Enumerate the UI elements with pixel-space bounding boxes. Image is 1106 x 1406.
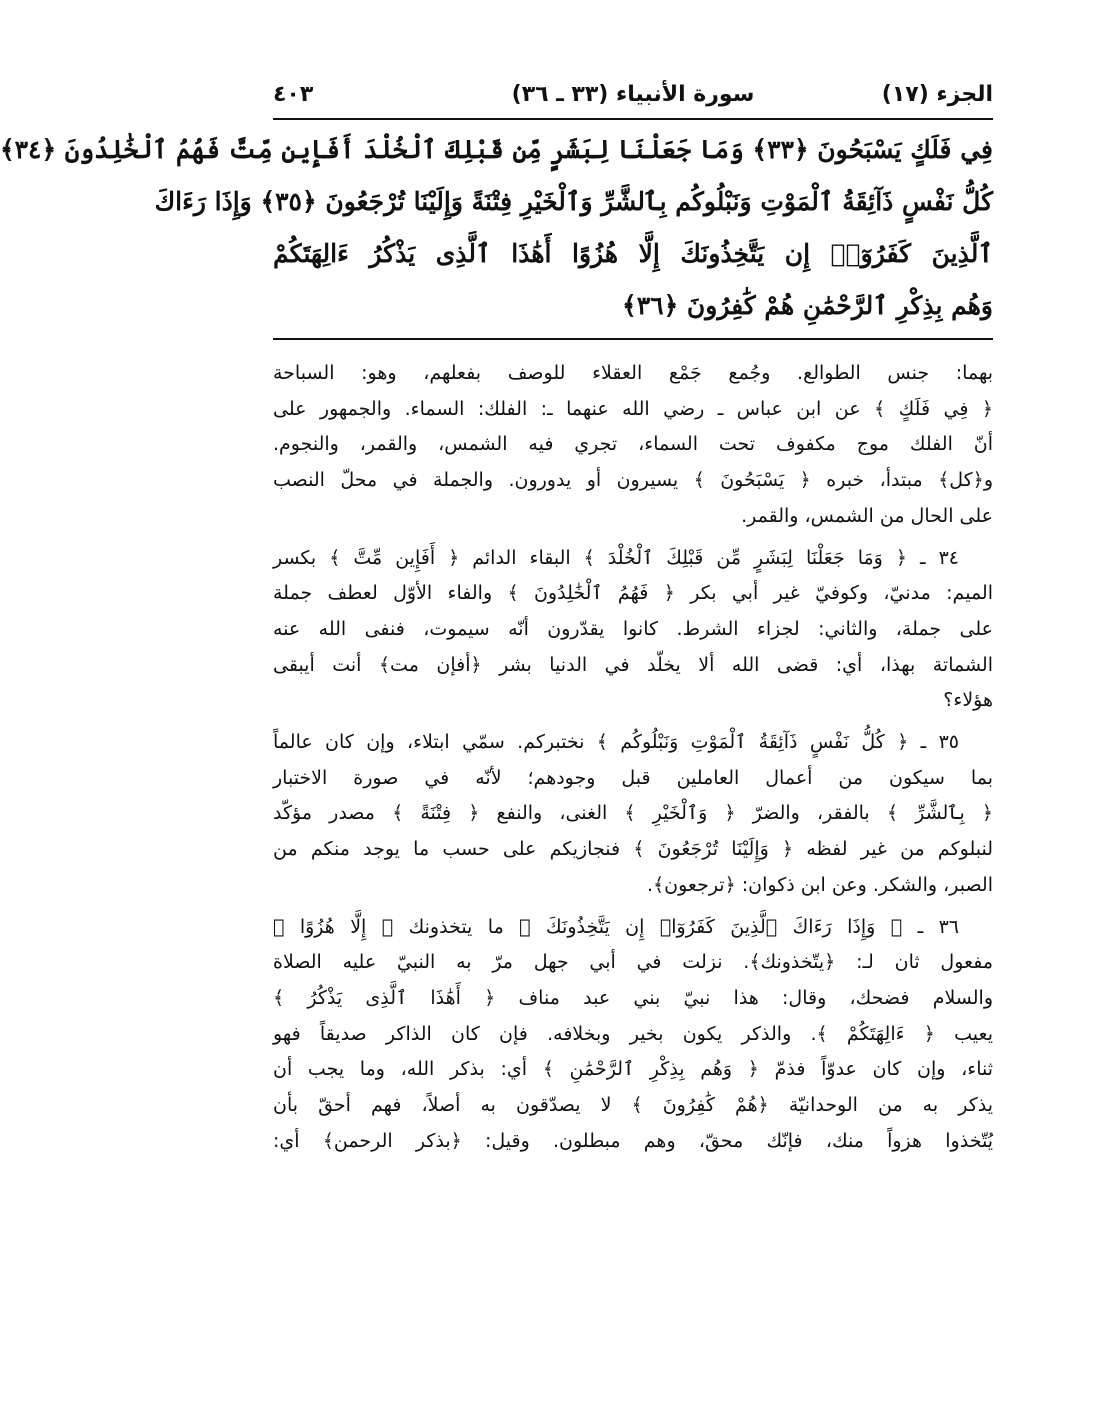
commentary-line: بهما: جنس الطوالع. وجُمع جَمْع العقلاء للوصف بفعلهم، وهو: السباحة bbox=[273, 362, 993, 384]
commentary-line: ﴿ بِٱلشَّرِّ ﴾ بالفقر، والضرّ ﴿ وَٱلْخَيْرِ ﴾ الغنى، والنفع ﴿ فِتْنَةً ﴾ مصدر مؤكّد bbox=[273, 802, 993, 825]
commentary-line: ٣٥ ـ ﴿ كُلُّ نَفْسٍ ذَآئِقَةُ ٱلْمَوْتِ وَنَبْلُوكُم ﴾ نختبركم. سمّي ابتلاء، وإن كان عالماً bbox=[273, 731, 959, 754]
commentary-line: ٣٦ ـ ﴿ وَإِذَا رَءَاكَ ٱلَّذِينَ كَفَرُوٓا۟ إِن يَتَّخِذُونَكَ ﴾ ما يتخذونك ﴿ إِلَّا هُزُوًا ﴾ bbox=[273, 915, 959, 938]
commentary-line: والسلام فضحك، وقال: هذا نبيّ بني عبد مناف ﴿ أَهَٰذَا ٱلَّذِى يَذْكُرُ ﴾ bbox=[273, 986, 993, 1009]
commentary-line: الميم: مدنيّ، وكوفيّ غير أبي بكر ﴿ فَهُمُ ٱلْخَٰلِدُونَ ﴾ والفاء الأوّل لعطف جملة bbox=[273, 582, 993, 605]
commentary bbox=[273, 356, 993, 1159]
commentary-line: الشماتة بهذا، أي: قضى الله ألا يخلّد في الدنيا بشر ﴿أفإن مت﴾ أنت أيبقى bbox=[273, 653, 993, 676]
quran-verses bbox=[0, 120, 993, 340]
commentary-line: هؤلاء؟ bbox=[943, 689, 993, 712]
commentary-line: و﴿كل﴾ مبتدأ، خبره ﴿ يَسْبَحُونَ ﴾ يسيرون أو يدورون. والجملة في محلّ النصب bbox=[273, 469, 993, 492]
surah-title: سورة الأنبياء (٣٣ ـ ٣٦) bbox=[511, 82, 755, 107]
commentary-paragraph bbox=[273, 356, 993, 535]
commentary-line: بما سيكون من أعمال العاملين قبل وجودهم؛ لأنّه في صورة الاختبار bbox=[273, 766, 993, 789]
commentary-line: مفعول ثان لـ: ﴿يتّخذونك﴾. نزلت في أبي جهل مرّ به النبيّ عليه الصلاة bbox=[273, 951, 993, 974]
commentary-line: على جملة، والثاني: لجزاء الشرط. كانوا يقدّرون أنّه سيموت، فنفى الله عنه bbox=[273, 617, 993, 640]
quran-line: وَهُم بِذِكْرِ ٱلرَّحْمَٰنِ هُمْ كَٰفِرُونَ ﴿٣٦﴾ bbox=[622, 291, 993, 320]
page-number: ٤٠٣ bbox=[273, 82, 314, 107]
page-header bbox=[273, 78, 993, 120]
commentary-line: يذكر به من الوحدانيّة ﴿هُمْ كَٰفِرُونَ ﴾ لا يصدّقون به أصلاً، فهم أحقّ بأن bbox=[273, 1094, 993, 1117]
commentary-line: ٣٤ ـ ﴿ وَمَا جَعَلْنَا لِبَشَرٍ مِّن قَبْلِكَ ٱلْخُلْدَ ﴾ البقاء الدائم ﴿ أَفَإِين مِّتَّ ﴾ بكسر bbox=[273, 546, 959, 569]
commentary-line: لنبلوكم من غير لفظه ﴿ وَإِلَيْنَا تُرْجَعُونَ ﴾ فنجازيكم على حسب ما يوجد منكم من bbox=[273, 838, 993, 861]
commentary-paragraph-36 bbox=[273, 910, 993, 1160]
commentary-paragraph-35 bbox=[273, 725, 993, 904]
page bbox=[0, 78, 993, 1165]
quran-line: فِي فَلَكٍ يَسْبَحُونَ ﴿٣٣﴾ وَمَا جَعَلْنَا لِبَشَرٍ مِّن قَبْلِكَ ٱلْخُلْدَ أَفَإِين مِّتَّ فَهُمُ ٱلْخَٰلِدُونَ ﴿٣٤﴾ bbox=[0, 135, 993, 164]
quran-line: ٱلَّذِينَ كَفَرُوٓا۟ إِن يَتَّخِذُونَكَ إِلَّا هُزُوًا أَهَٰذَا ٱلَّذِى يَذْكُرُ ءَالِهَتَكُمْ bbox=[273, 239, 993, 268]
juz-label: الجزء (١٧) bbox=[881, 82, 993, 107]
commentary-line: ثناء، وإن كان عدوّاً فذمّ ﴿ وَهُم بِذِكْرِ ٱلرَّحْمَٰنِ ﴾ أي: بذكر الله، وما يجب أن bbox=[273, 1058, 993, 1081]
commentary-line: ﴿ فِي فَلَكٍ ﴾ عن ابن عباس ـ رضي الله عنهما ـ: الفلك: السماء. والجمهور على bbox=[273, 397, 993, 420]
commentary-line: الصبر، والشكر. وعن ابن ذكوان: ﴿ترجعون﴾. bbox=[646, 873, 993, 896]
commentary-line: يعيب ﴿ ءَالِهَتَكُمْ ﴾. والذكر يكون بخير وبخلافه. فإن كان الذاكر صديقاً فهو bbox=[273, 1022, 993, 1045]
commentary-line: على الحال من الشمس، والقمر. bbox=[741, 504, 993, 527]
commentary-line: أنّ الفلك موج مكفوف تحت السماء، تجري فيه الشمس، والقمر، والنجوم. bbox=[273, 433, 993, 456]
commentary-line: يُتّخذوا هزواً منك، فإنّك محقّ، وهم مبطلون. وقيل: ﴿بذكر الرحمن﴾ أي: bbox=[273, 1129, 993, 1152]
commentary-paragraph-34 bbox=[273, 541, 993, 720]
quran-line: كُلُّ نَفْسٍ ذَآئِقَةُ ٱلْمَوْتِ وَنَبْلُوكُم بِٱلشَّرِّ وَٱلْخَيْرِ فِتْنَةً وَإِلَيْنَا تُرْجَعُونَ ﴿٣٥﴾ وَإِذَا رَءَاكَ bbox=[154, 187, 993, 216]
